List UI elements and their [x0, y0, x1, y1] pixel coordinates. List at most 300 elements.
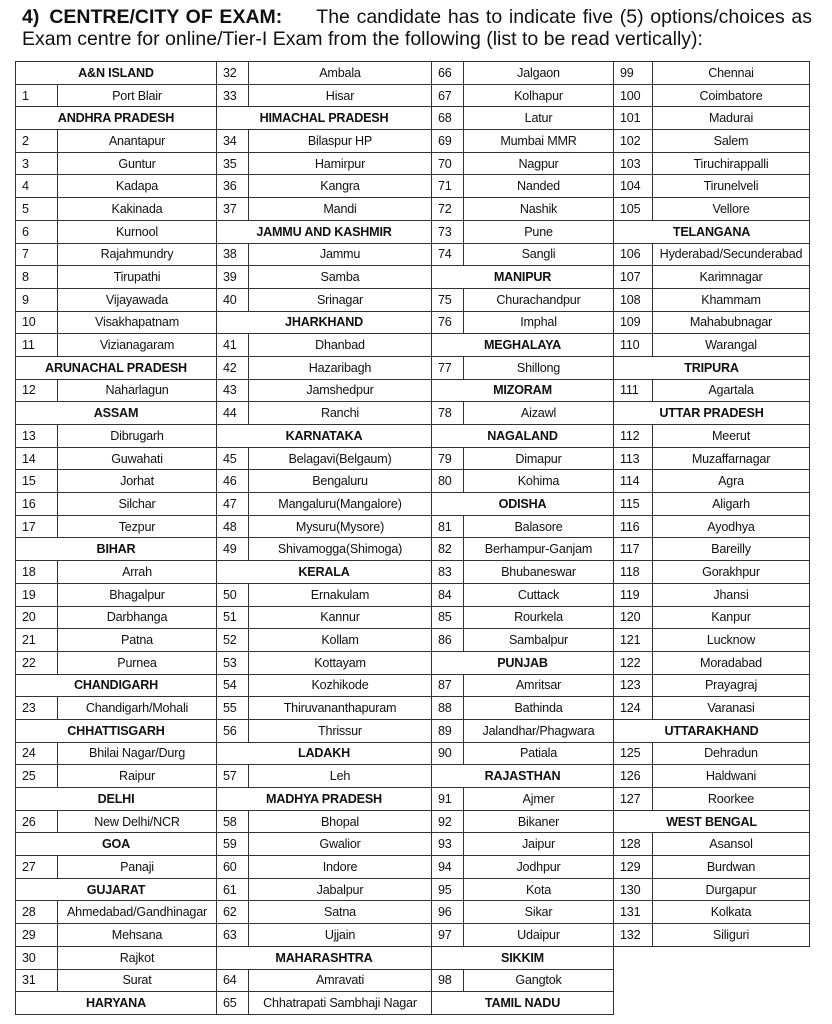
state-heading: A&N ISLAND: [16, 62, 217, 85]
centre-city: Amritsar: [464, 674, 614, 697]
centre-code: 80: [432, 470, 464, 493]
centre-code: 13: [16, 425, 58, 448]
centre-city: Khammam: [653, 288, 810, 311]
table-row: [16, 402, 810, 425]
centre-city: Vizianagaram: [58, 334, 217, 357]
section-instructions: The candidate has to indicate five (5) options/choices as Exam centre for online/Tier-I Exam from the following (list to be read vertically):: [22, 6, 812, 50]
centre-city: Tirunelveli: [653, 175, 810, 198]
centre-city: Dehradun: [653, 742, 810, 765]
centre-code: 19: [16, 583, 58, 606]
centre-code: 30: [16, 946, 58, 969]
centre-code: 47: [217, 493, 249, 516]
centre-city: Lucknow: [653, 629, 810, 652]
centre-city: Dimapur: [464, 447, 614, 470]
centre-city: Ayodhya: [653, 515, 810, 538]
centre-city: Agartala: [653, 379, 810, 402]
centre-city: Kohima: [464, 470, 614, 493]
centre-city: Chandigarh/Mohali: [58, 697, 217, 720]
table-row: [16, 493, 810, 516]
centre-city: Latur: [464, 107, 614, 130]
centre-city: Kolhapur: [464, 84, 614, 107]
state-heading: UTTARAKHAND: [614, 719, 810, 742]
centre-code: 53: [217, 651, 249, 674]
centre-city: Jamshedpur: [249, 379, 432, 402]
table-row: [16, 84, 810, 107]
centre-code: 16: [16, 493, 58, 516]
centre-city: Amravati: [249, 969, 432, 992]
table-row: [16, 561, 810, 584]
centre-city: Shillong: [464, 356, 614, 379]
centre-code: 7: [16, 243, 58, 266]
centre-code: 14: [16, 447, 58, 470]
state-heading: CHHATTISGARH: [16, 719, 217, 742]
table-row: [16, 220, 810, 243]
centre-code: 77: [432, 356, 464, 379]
centre-city: Bhagalpur: [58, 583, 217, 606]
centre-city: Panaji: [58, 856, 217, 879]
centre-code: 10: [16, 311, 58, 334]
centre-city: Coimbatore: [653, 84, 810, 107]
centre-city: Ranchi: [249, 402, 432, 425]
table-row: [16, 175, 810, 198]
centre-city: Roorkee: [653, 788, 810, 811]
centre-code: 24: [16, 742, 58, 765]
table-row: [16, 470, 810, 493]
centre-city: Patiala: [464, 742, 614, 765]
centre-city: Jabalpur: [249, 878, 432, 901]
centre-city: Darbhanga: [58, 606, 217, 629]
centre-code: 118: [614, 561, 653, 584]
state-heading: BIHAR: [16, 538, 217, 561]
centre-code: 21: [16, 629, 58, 652]
state-heading: SIKKIM: [432, 946, 614, 969]
centre-city: Hazaribagh: [249, 356, 432, 379]
centre-city: Silchar: [58, 493, 217, 516]
centre-city: Sangli: [464, 243, 614, 266]
centre-code: 11: [16, 334, 58, 357]
centre-city: Ambala: [249, 62, 432, 85]
centre-city: Nagpur: [464, 152, 614, 175]
centre-code: 17: [16, 515, 58, 538]
centre-code: 60: [217, 856, 249, 879]
centre-city: Guntur: [58, 152, 217, 175]
state-heading: MADHYA PRADESH: [217, 788, 432, 811]
centre-city: Madurai: [653, 107, 810, 130]
centre-city: Bhopal: [249, 810, 432, 833]
centre-code: 81: [432, 515, 464, 538]
centre-code: 102: [614, 130, 653, 153]
centre-city: Gorakhpur: [653, 561, 810, 584]
centre-city: Indore: [249, 856, 432, 879]
centre-code: 109: [614, 311, 653, 334]
centre-code: 63: [217, 924, 249, 947]
centre-code: 107: [614, 266, 653, 289]
state-heading: KARNATAKA: [217, 425, 432, 448]
centre-city: Srinagar: [249, 288, 432, 311]
centre-city: Leh: [249, 765, 432, 788]
table-row: [16, 425, 810, 448]
centre-code: 65: [217, 992, 249, 1015]
centre-city: Kozhikode: [249, 674, 432, 697]
table-row: [16, 266, 810, 289]
centre-code: 76: [432, 311, 464, 334]
centre-code: 108: [614, 288, 653, 311]
state-heading: MIZORAM: [432, 379, 614, 402]
centre-city: Dhanbad: [249, 334, 432, 357]
centre-code: 97: [432, 924, 464, 947]
centre-code: 115: [614, 493, 653, 516]
centre-code: 59: [217, 833, 249, 856]
table-row: [16, 946, 810, 969]
centre-city: Muzaffarnagar: [653, 447, 810, 470]
centre-code: 112: [614, 425, 653, 448]
state-heading: ASSAM: [16, 402, 217, 425]
centre-city: Nashik: [464, 198, 614, 221]
centre-code: 29: [16, 924, 58, 947]
centre-code: 95: [432, 878, 464, 901]
table-row: [16, 198, 810, 221]
centre-code: 89: [432, 719, 464, 742]
centre-city: Thrissur: [249, 719, 432, 742]
table-row: [16, 697, 810, 720]
centre-city: Ujjain: [249, 924, 432, 947]
centre-city: Hyderabad/Secunderabad: [653, 243, 810, 266]
centre-city: Mehsana: [58, 924, 217, 947]
centre-city: Jammu: [249, 243, 432, 266]
state-heading: MAHARASHTRA: [217, 946, 432, 969]
centre-city: Rajkot: [58, 946, 217, 969]
table-row: [16, 288, 810, 311]
centre-city: Satna: [249, 901, 432, 924]
centre-city: Hisar: [249, 84, 432, 107]
table-row: [16, 583, 810, 606]
centre-code: 12: [16, 379, 58, 402]
table-row: [16, 311, 810, 334]
state-heading: WEST BENGAL: [614, 810, 810, 833]
table-row: [16, 379, 810, 402]
state-heading: DELHI: [16, 788, 217, 811]
centre-city: Kottayam: [249, 651, 432, 674]
centre-city: Port Blair: [58, 84, 217, 107]
centre-city: Vijayawada: [58, 288, 217, 311]
centre-code: 103: [614, 152, 653, 175]
centre-city: Bareilly: [653, 538, 810, 561]
table-row: [16, 606, 810, 629]
state-heading: UTTAR PRADESH: [614, 402, 810, 425]
centre-city: Belagavi(Belgaum): [249, 447, 432, 470]
centre-city: Kakinada: [58, 198, 217, 221]
centre-code: 62: [217, 901, 249, 924]
centre-code: 129: [614, 856, 653, 879]
table-row: [16, 356, 810, 379]
centre-code: 57: [217, 765, 249, 788]
centre-code: 49: [217, 538, 249, 561]
section-heading: [22, 6, 812, 50]
centre-city: Jorhat: [58, 470, 217, 493]
state-heading: NAGALAND: [432, 425, 614, 448]
centre-code: 114: [614, 470, 653, 493]
centre-code: 125: [614, 742, 653, 765]
state-heading: JAMMU AND KASHMIR: [217, 220, 432, 243]
centre-city: Burdwan: [653, 856, 810, 879]
centre-code: 61: [217, 878, 249, 901]
centre-code: 116: [614, 515, 653, 538]
centre-code: 120: [614, 606, 653, 629]
centre-code: 96: [432, 901, 464, 924]
centre-code: 83: [432, 561, 464, 584]
table-row: [16, 447, 810, 470]
centre-city: Mahabubnagar: [653, 311, 810, 334]
centre-code: 42: [217, 356, 249, 379]
centre-city: Kanpur: [653, 606, 810, 629]
centre-code: 26: [16, 810, 58, 833]
table-row: [16, 856, 810, 879]
centre-city: Sikar: [464, 901, 614, 924]
centre-code: 34: [217, 130, 249, 153]
centre-code: 69: [432, 130, 464, 153]
centre-code: 28: [16, 901, 58, 924]
centre-city: Prayagraj: [653, 674, 810, 697]
centre-city: Jodhpur: [464, 856, 614, 879]
centre-code: 27: [16, 856, 58, 879]
centre-code: 131: [614, 901, 653, 924]
state-heading: ANDHRA PRADESH: [16, 107, 217, 130]
state-heading: GUJARAT: [16, 878, 217, 901]
table-row: [16, 674, 810, 697]
centre-city: Berhampur-Ganjam: [464, 538, 614, 561]
table-row: [16, 334, 810, 357]
centre-code: 92: [432, 810, 464, 833]
table-row: [16, 719, 810, 742]
state-heading: ODISHA: [432, 493, 614, 516]
centre-code: 82: [432, 538, 464, 561]
centre-code: 75: [432, 288, 464, 311]
table-row: [16, 629, 810, 652]
centre-city: Agra: [653, 470, 810, 493]
centre-code: 31: [16, 969, 58, 992]
centre-code: 33: [217, 84, 249, 107]
centre-city: Meerut: [653, 425, 810, 448]
centre-code: 126: [614, 765, 653, 788]
centre-code: 67: [432, 84, 464, 107]
centre-city: Siliguri: [653, 924, 810, 947]
centre-code: 130: [614, 878, 653, 901]
centre-code: 56: [217, 719, 249, 742]
table-row: [16, 62, 810, 85]
centre-code: 117: [614, 538, 653, 561]
centre-code: 40: [217, 288, 249, 311]
centre-city: Surat: [58, 969, 217, 992]
table-row: [16, 742, 810, 765]
table-row: [16, 651, 810, 674]
centre-city: New Delhi/NCR: [58, 810, 217, 833]
centre-city: Bengaluru: [249, 470, 432, 493]
centre-city: Churachandpur: [464, 288, 614, 311]
centre-code: 36: [217, 175, 249, 198]
centre-city: Sambalpur: [464, 629, 614, 652]
centre-code: 43: [217, 379, 249, 402]
centre-city: Ajmer: [464, 788, 614, 811]
centre-code: 37: [217, 198, 249, 221]
table-row: [16, 810, 810, 833]
centre-code: 45: [217, 447, 249, 470]
empty-cell: [614, 969, 810, 992]
centre-code: 127: [614, 788, 653, 811]
state-heading: HARYANA: [16, 992, 217, 1015]
centre-code: 113: [614, 447, 653, 470]
centre-code: 18: [16, 561, 58, 584]
centre-code: 72: [432, 198, 464, 221]
centre-city: Kollam: [249, 629, 432, 652]
centre-code: 23: [16, 697, 58, 720]
centre-code: 123: [614, 674, 653, 697]
centre-city: Tezpur: [58, 515, 217, 538]
centre-city: Asansol: [653, 833, 810, 856]
centre-code: 9: [16, 288, 58, 311]
centre-city: Kannur: [249, 606, 432, 629]
centre-code: 44: [217, 402, 249, 425]
centre-city: Hamirpur: [249, 152, 432, 175]
centre-code: 91: [432, 788, 464, 811]
centre-code: 84: [432, 583, 464, 606]
centre-code: 124: [614, 697, 653, 720]
centre-code: 106: [614, 243, 653, 266]
table-row: [16, 969, 810, 992]
centre-code: 93: [432, 833, 464, 856]
centre-city: Gwalior: [249, 833, 432, 856]
centre-code: 71: [432, 175, 464, 198]
centre-code: 41: [217, 334, 249, 357]
centre-city: Jalandhar/Phagwara: [464, 719, 614, 742]
centre-code: 88: [432, 697, 464, 720]
centre-code: 73: [432, 220, 464, 243]
table-row: [16, 992, 810, 1015]
centre-city: Haldwani: [653, 765, 810, 788]
state-heading: KERALA: [217, 561, 432, 584]
table-row: [16, 107, 810, 130]
centre-city: Jhansi: [653, 583, 810, 606]
centre-code: 54: [217, 674, 249, 697]
centre-code: 70: [432, 152, 464, 175]
centre-city: Chennai: [653, 62, 810, 85]
centre-code: 90: [432, 742, 464, 765]
centre-code: 46: [217, 470, 249, 493]
centre-code: 50: [217, 583, 249, 606]
centre-code: 132: [614, 924, 653, 947]
centre-code: 121: [614, 629, 653, 652]
centre-city: Arrah: [58, 561, 217, 584]
centre-code: 78: [432, 402, 464, 425]
state-heading: MANIPUR: [432, 266, 614, 289]
centre-city: Aizawl: [464, 402, 614, 425]
centre-city: Mysuru(Mysore): [249, 515, 432, 538]
state-heading: CHANDIGARH: [16, 674, 217, 697]
centre-code: 68: [432, 107, 464, 130]
centre-code: 20: [16, 606, 58, 629]
centre-city: Bhubaneswar: [464, 561, 614, 584]
state-heading: TELANGANA: [614, 220, 810, 243]
table-row: [16, 538, 810, 561]
state-heading: LADAKH: [217, 742, 432, 765]
table-row: [16, 788, 810, 811]
centre-city: Mandi: [249, 198, 432, 221]
state-heading: RAJASTHAN: [432, 765, 614, 788]
centre-code: 100: [614, 84, 653, 107]
centre-code: 66: [432, 62, 464, 85]
centre-city: Udaipur: [464, 924, 614, 947]
empty-cell: [614, 946, 810, 969]
centre-code: 86: [432, 629, 464, 652]
centre-code: 1: [16, 84, 58, 107]
centre-code: 35: [217, 152, 249, 175]
centre-city: Nanded: [464, 175, 614, 198]
centre-city: Thiruvananthapuram: [249, 697, 432, 720]
centre-code: 105: [614, 198, 653, 221]
centre-code: 87: [432, 674, 464, 697]
centre-city: Bhilai Nagar/Durg: [58, 742, 217, 765]
centre-code: 32: [217, 62, 249, 85]
section-label: CENTRE/CITY OF EXAM:: [49, 6, 283, 28]
centre-city: Mangaluru(Mangalore): [249, 493, 432, 516]
centre-city: Bikaner: [464, 810, 614, 833]
centre-city: Varanasi: [653, 697, 810, 720]
state-heading: GOA: [16, 833, 217, 856]
centre-code: 94: [432, 856, 464, 879]
table-row: [16, 765, 810, 788]
centre-city: Chhatrapati Sambhaji Nagar: [249, 992, 432, 1015]
centre-code: 38: [217, 243, 249, 266]
centre-city: Kota: [464, 878, 614, 901]
centre-city: Moradabad: [653, 651, 810, 674]
centre-city: Ahmedabad/Gandhinagar: [58, 901, 217, 924]
centre-code: 128: [614, 833, 653, 856]
centre-code: 22: [16, 651, 58, 674]
centre-code: 98: [432, 969, 464, 992]
centre-code: 4: [16, 175, 58, 198]
centre-code: 74: [432, 243, 464, 266]
centre-city: Bilaspur HP: [249, 130, 432, 153]
centre-city: Kurnool: [58, 220, 217, 243]
centre-code: 110: [614, 334, 653, 357]
centre-city: Kangra: [249, 175, 432, 198]
centre-city: Naharlagun: [58, 379, 217, 402]
exam-centre-table: [15, 61, 810, 1015]
centre-city: Vellore: [653, 198, 810, 221]
centre-city: Kolkata: [653, 901, 810, 924]
centre-code: 104: [614, 175, 653, 198]
centre-city: Karimnagar: [653, 266, 810, 289]
centre-code: 99: [614, 62, 653, 85]
centre-city: Visakhapatnam: [58, 311, 217, 334]
centre-city: Tirupathi: [58, 266, 217, 289]
centre-code: 64: [217, 969, 249, 992]
centre-city: Rajahmundry: [58, 243, 217, 266]
centre-city: Jalgaon: [464, 62, 614, 85]
table-row: [16, 878, 810, 901]
centre-city: Gangtok: [464, 969, 614, 992]
centre-city: Warangal: [653, 334, 810, 357]
table-row: [16, 130, 810, 153]
centre-city: Salem: [653, 130, 810, 153]
centre-city: Purnea: [58, 651, 217, 674]
table-row: [16, 924, 810, 947]
empty-cell: [614, 992, 810, 1015]
centre-city: Mumbai MMR: [464, 130, 614, 153]
state-heading: JHARKHAND: [217, 311, 432, 334]
table-row: [16, 515, 810, 538]
centre-code: 48: [217, 515, 249, 538]
centre-code: 3: [16, 152, 58, 175]
